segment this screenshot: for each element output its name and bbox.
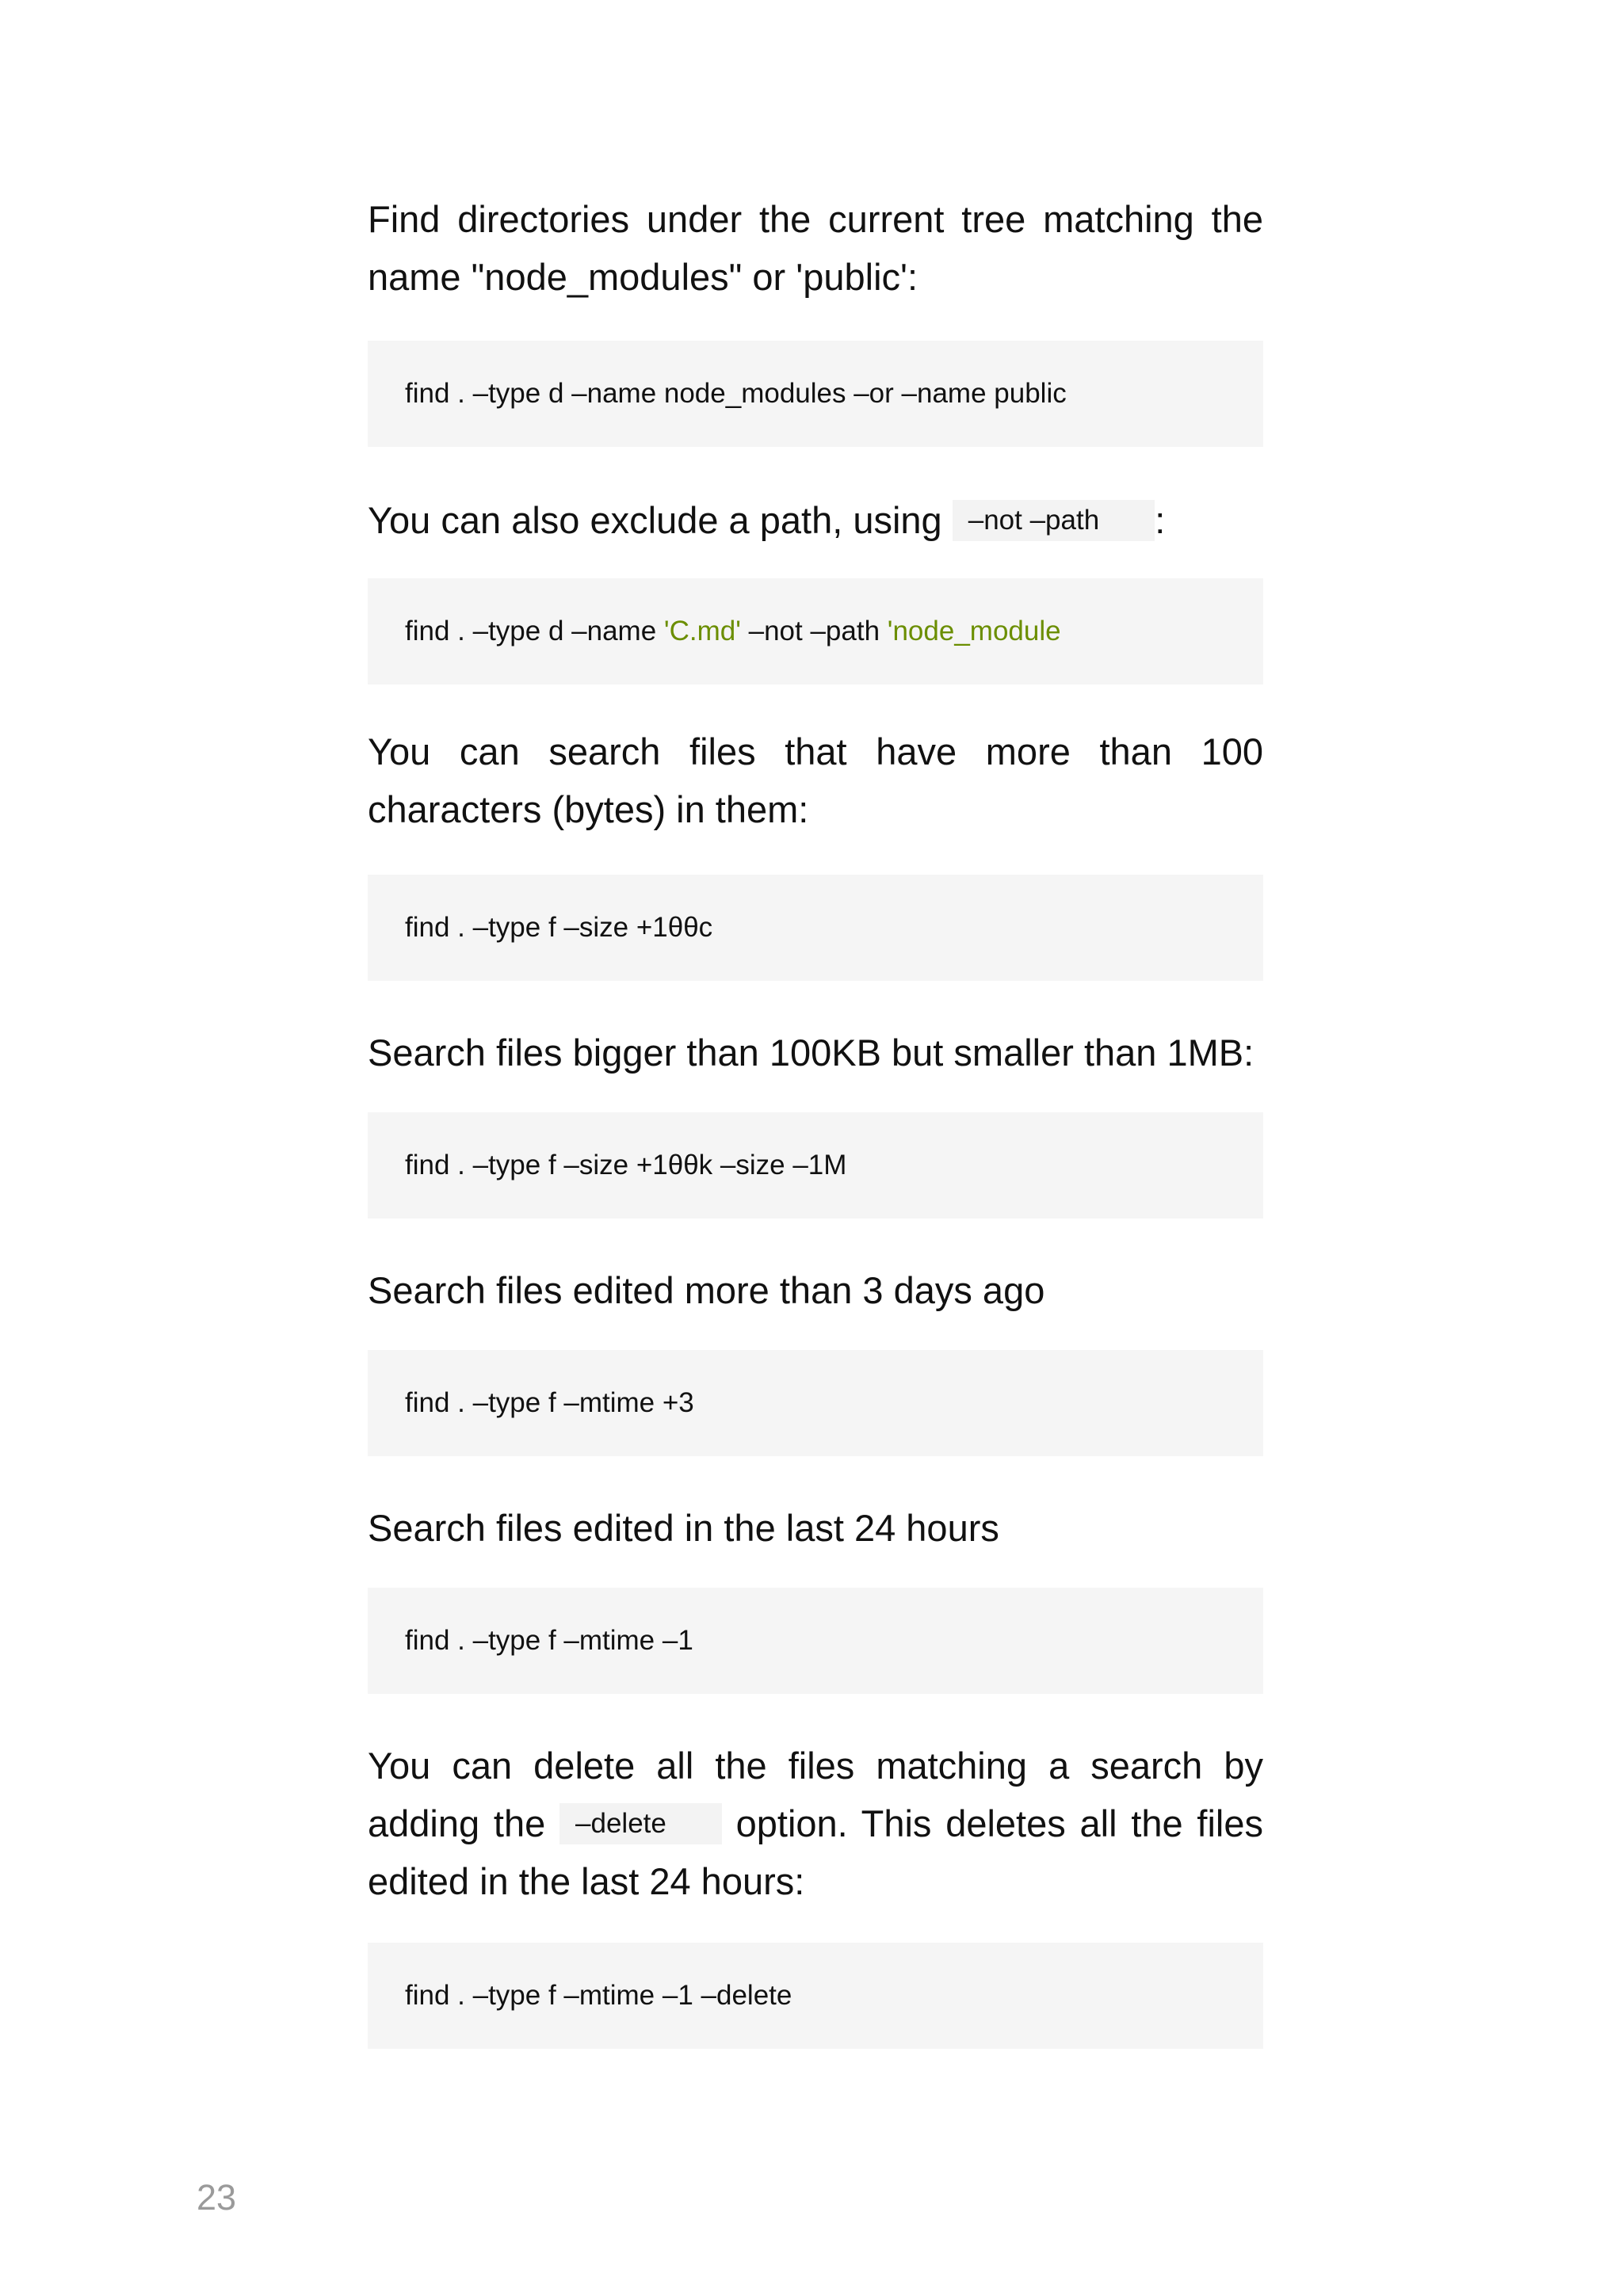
code-string-cmd: 'C.md' [663, 616, 741, 646]
paragraph-find-directories: Find directories under the current tree matching the name "node_modules" or 'public': [368, 198, 1263, 298]
code-block-delete: find . –type f –mtime –1 –delete [368, 1943, 1263, 2049]
code-block-edited-3-days: find . –type f –mtime +3 [368, 1350, 1263, 1456]
page-number: 23 [197, 2177, 237, 2218]
code-block-size-range: find . –type f –size +1θθk –size –1M [368, 1112, 1263, 1219]
paragraph-exclude-path-colon: : [1155, 499, 1166, 541]
code-block-find-directories: find . –type d –name node_modules –or –name public [368, 341, 1263, 447]
paragraph-delete-text-after: option. This deletes all the files edited in the last 24 hours: [368, 1802, 1263, 1902]
paragraph-edited-24-hours: Search files edited in the last 24 hours [368, 1507, 999, 1549]
code-block-edited-24-hours: find . –type f –mtime –1 [368, 1588, 1263, 1694]
code-string-node-module: 'node_module [887, 616, 1061, 646]
paragraph-edited-3-days: Search files edited more than 3 days ago [368, 1269, 1045, 1311]
code-mid: –not –path [740, 616, 888, 646]
inline-code-not-path: –not –path [953, 500, 1155, 541]
inline-code-delete: –delete [559, 1803, 722, 1844]
code-prefix: find . –type d –name [405, 616, 664, 646]
paragraph-delete-text-before: You can delete all the files matching a search by adding the [368, 1745, 1263, 1844]
paragraph-delete-option [368, 1737, 1263, 1910]
code-block-exclude-path [368, 578, 1263, 685]
paragraph-search-size-range: Search files bigger than 100KB but smaller than 1MB: [368, 1032, 1254, 1074]
paragraph-exclude-path-text: You can also exclude a path, using [368, 499, 953, 541]
paragraph-search-size-chars: You can search files that have more than 100 characters (bytes) in them: [368, 730, 1263, 830]
paragraph-exclude-path [368, 491, 1263, 549]
code-block-size-chars: find . –type f –size +1θθc [368, 875, 1263, 981]
